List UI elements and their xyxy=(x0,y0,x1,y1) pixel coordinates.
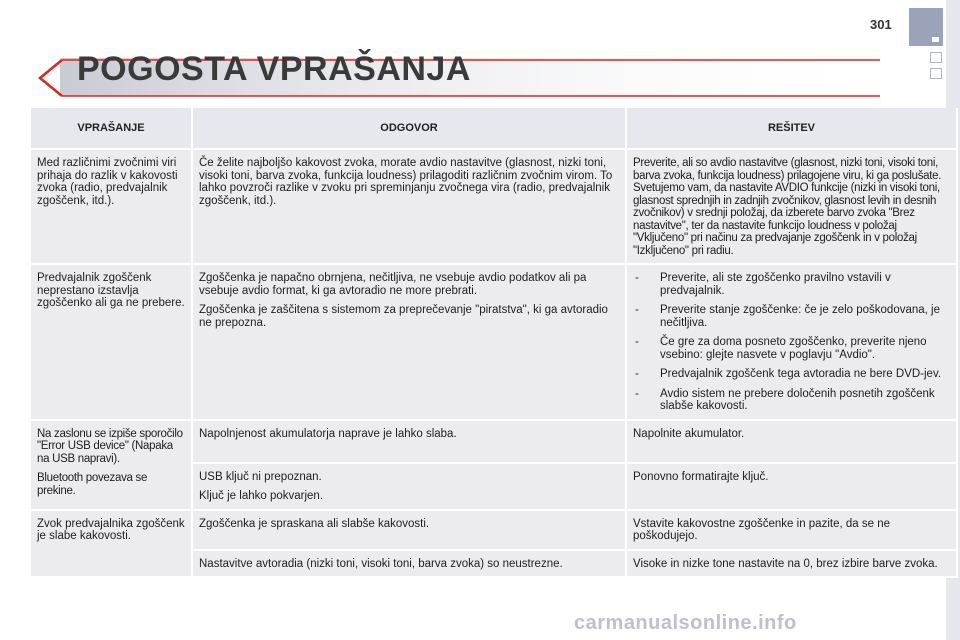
solution-cell: Napolnite akumulator. xyxy=(626,420,957,463)
answer-text: Zgoščenka je napačno obrnjena, nečitljiva, ne vsebuje avdio podatkov ali pa vsebuje avdio format, ki ga avtoradio ne more prebrati. xyxy=(199,272,587,297)
list-item-text: Preverite, ali ste zgoščenko pravilno vstavili v predvajalnik. xyxy=(660,272,891,297)
solution-cell: Visoke in nizke tone nastavite na 0, brez izbire barve zvoka. xyxy=(626,550,957,578)
solution-cell xyxy=(626,264,957,420)
question-cell: Med različnimi zvočnimi viri prihaja do razlik v kakovosti zvoka (radio, predvajalnik zgoščenk, itd.). xyxy=(31,149,192,264)
solution-cell: Vstavite kakovostne zgoščenke in pazite, da se ne poškodujejo. xyxy=(626,510,957,550)
answer-text: Zgoščenka je zaščitena s sistemom za preprečevanje "piratstva", ki ga avtoradio ne prepozna. xyxy=(199,304,608,329)
answer-text: Če želite najboljšo kakovost zvoka, morate avdio nastavitve (glasnost, nizki toni, visoki toni, barva zvoka, funkcija loudness) prilagoditi različnim zvočnim virom. To lahko povzroči razlike v zvoku pri spreminjanju zvočnega vira (radio, predvajalnik zgoščenk, itd.). xyxy=(199,157,613,207)
title-chevron xyxy=(40,60,62,96)
answer-cell xyxy=(192,420,626,463)
page-title: POGOSTA VPRAŠANJA xyxy=(77,50,471,88)
list-item: - Preverite stanje zgoščenke: če je zelo poškodovana, je nečitljiva. xyxy=(635,304,940,329)
answer-text: Zgoščenka je spraskana ali slabše kakovosti. xyxy=(199,517,430,530)
list-item-text: Predvajalnik zgoščenk tega avtoradia ne bere DVD-jev. xyxy=(660,368,942,380)
question-text: Bluetooth povezava se prekine. xyxy=(37,472,148,497)
side-marker-2 xyxy=(930,68,942,79)
list-item: - Preverite, ali ste zgoščenko pravilno vstavili v predvajalnik. xyxy=(635,272,891,297)
list-item-text: Avdio sistem ne prebere določenih posnetih zgoščenk slabše kakovosti. xyxy=(660,387,935,412)
table-row xyxy=(31,149,957,264)
list-item: - Če gre za doma posneto zgoščenko, preverite njeno vsebino: glejte nasvete v poglavju "Avdio". xyxy=(635,336,927,361)
list-item-text: Če gre za doma posneto zgoščenko, preverite njeno vsebino: glejte nasvete v poglavju "Avdio". xyxy=(660,336,927,361)
page-number: 301 xyxy=(870,17,892,32)
table-header-row xyxy=(31,108,957,149)
answer-text: Ključ je lahko pokvarjen. xyxy=(199,490,324,502)
answer-text: Nastavitve avtoradia (nizki toni, visoki toni, barva zvoka) so neustrezne. xyxy=(199,557,563,570)
answer-text: Napolnjenost akumulatorja naprave je lahko slaba. xyxy=(199,427,457,440)
answer-cell xyxy=(192,149,626,264)
question-cell xyxy=(31,420,192,510)
answer-cell xyxy=(192,264,626,420)
answer-cell xyxy=(192,510,626,550)
list-item: - Predvajalnik zgoščenk tega avtoradia ne bere DVD-jev. xyxy=(635,368,942,380)
solution-list xyxy=(633,272,950,413)
header-solution: REŠITEV xyxy=(626,108,957,149)
table-row xyxy=(31,420,957,463)
chapter-tab xyxy=(909,8,943,46)
answer-cell xyxy=(192,550,626,578)
list-item: - Avdio sistem ne prebere določenih posnetih zgoščenk slabše kakovosti. xyxy=(635,387,935,412)
table-row xyxy=(31,510,957,550)
question-text: Na zaslonu se izpiše sporočilo "Error USB device" (Napaka na USB napravi). xyxy=(37,427,183,465)
question-cell: Zvok predvajalnika zgoščenk je slabe kakovosti. xyxy=(31,510,192,578)
solution-cell: Ponovno formatirajte ključ. xyxy=(626,463,957,510)
faq-table xyxy=(31,108,958,578)
header-question: VPRAŠANJE xyxy=(31,108,192,149)
answer-text: USB ključ ni prepoznan. xyxy=(199,470,322,483)
tab-notch xyxy=(932,37,939,42)
side-marker-1 xyxy=(930,52,942,63)
watermark: carmanualsonline.info xyxy=(574,612,797,634)
answer-cell xyxy=(192,463,626,510)
list-item-text: Preverite stanje zgoščenke: če je zelo poškodovana, je nečitljiva. xyxy=(660,304,940,329)
header-answer: ODGOVOR xyxy=(192,108,626,149)
question-cell: Predvajalnik zgoščenk neprestano izstavlja zgoščenko ali ga ne prebere. xyxy=(31,264,192,420)
solution-cell: Preverite, ali so avdio nastavitve (glasnost, nizki toni, visoki toni, barva zvoka, funkcija loudness) prilagojene viru, ki ga poslušate. Svetujemo vam, da nastavite AVDIO funkcije (nizki in visoki toni, glasnost sprednjih in zadnjih zvočnikov, glasnost levih in desnih zvočnikov) v srednji položaj, da izberete barvo zvoka "Brez nastavitve", ter da nastavite funkcijo loudness v položaj "Vključeno" pri načinu za predvajanje zgoščenk in v položaj "Izključeno" pri radiu. xyxy=(626,149,957,264)
table-row xyxy=(31,264,957,420)
